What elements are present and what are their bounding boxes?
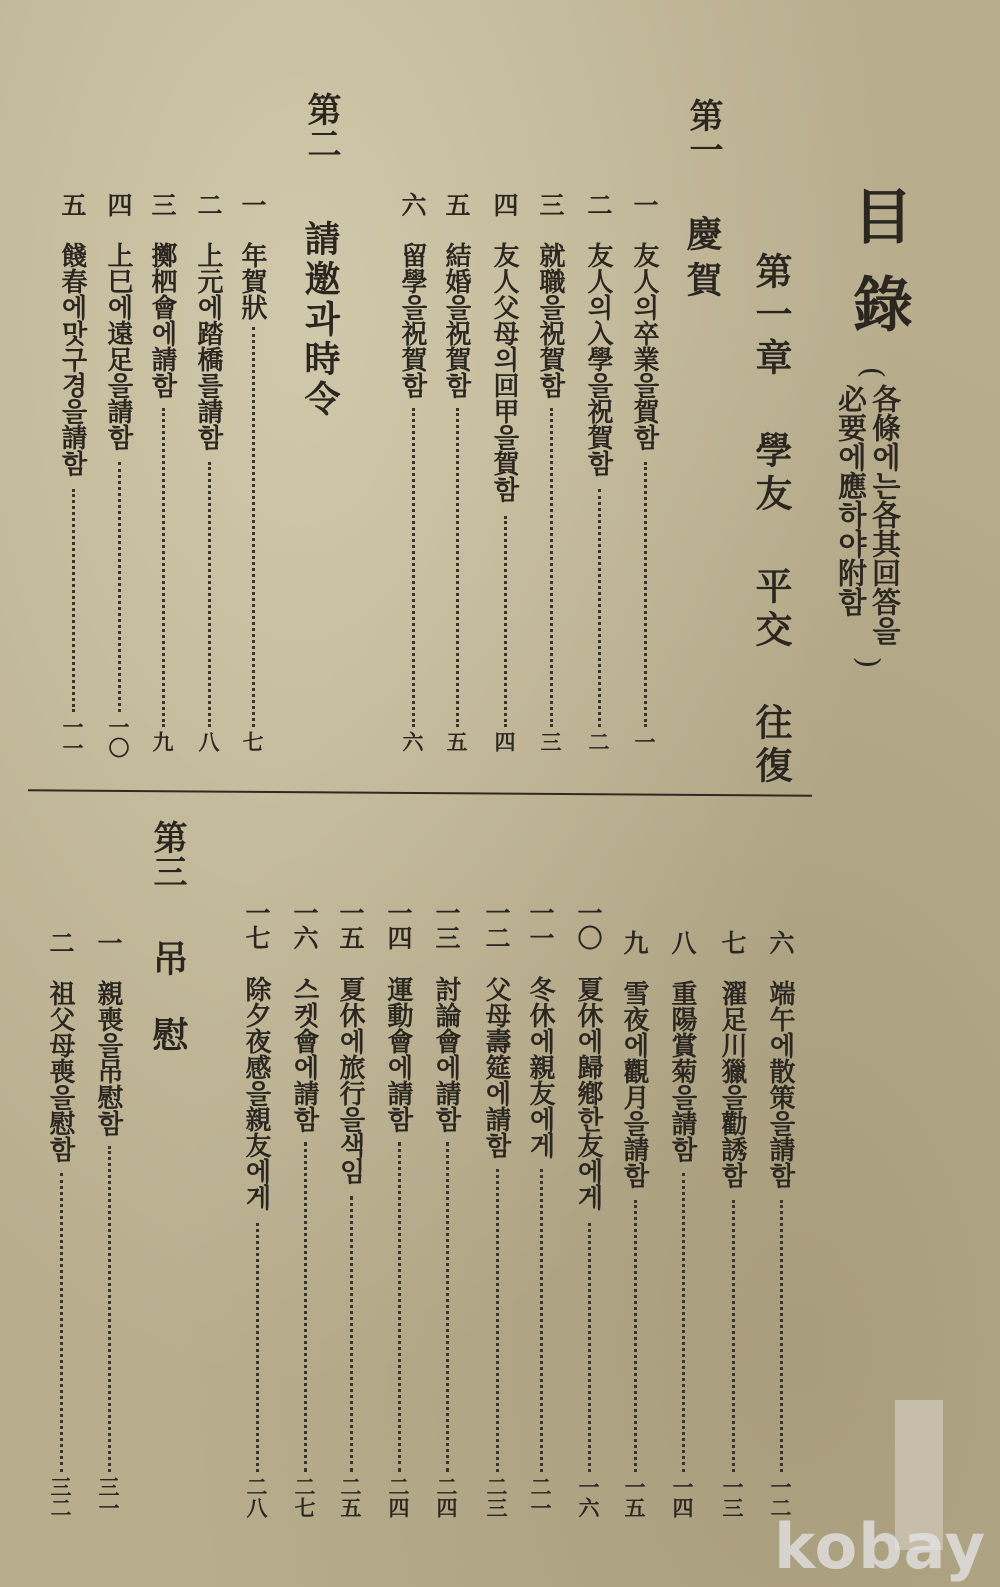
section-3-name: 吊慰 (147, 940, 189, 1092)
entry-page-number: 一四 (670, 1476, 695, 1518)
note-line-1: 各條에는各其回答을 (868, 384, 902, 645)
entry-page-number: 二七 (292, 1476, 317, 1518)
entry-title: 父母壽筵에請함 (481, 976, 511, 1158)
entry-page-number: 四 (492, 731, 517, 752)
page-divider (28, 789, 812, 796)
section-1-name: 慶賀 (681, 215, 723, 307)
note-line-2: 必要에應하야附함 (834, 384, 868, 616)
entry-page-number: 八 (196, 731, 221, 752)
leader-dots (208, 462, 211, 727)
entry-title: 親喪을吊慰함 (93, 980, 123, 1136)
entry-number: 二 (194, 192, 223, 217)
entry-title: 就職을祝賀함 (535, 242, 565, 398)
section-1-number: 第一 (683, 98, 723, 166)
entry-title: 運動會에請함 (383, 976, 413, 1132)
entry-page-number: 一二 (768, 1476, 793, 1518)
entry-number: 一五 (336, 900, 365, 950)
leader-dots (504, 516, 507, 727)
entry-number: 一一 (526, 900, 555, 950)
leader-dots (732, 1200, 735, 1472)
entry-page-number: 三一 (96, 1476, 121, 1518)
entry-number: 五 (58, 192, 87, 217)
chapter-heading: 第一章 學友 平交 往復 (749, 252, 793, 789)
entry-page-number: 七 (240, 731, 265, 752)
entry-page-number: 一三 (720, 1476, 745, 1518)
entry-number: 四 (490, 192, 519, 217)
entry-page-number: 一五 (622, 1476, 647, 1518)
entry-title: 除夕夜感을親友에게 (241, 976, 271, 1210)
entry-number: 六 (398, 192, 427, 217)
entry-title: 討論會에請함 (431, 976, 461, 1132)
entry-number: 一 (94, 930, 123, 955)
entry-title: 留學을祝賀함 (397, 242, 427, 398)
leader-dots (588, 1223, 591, 1472)
entry-page-number: 三 (538, 731, 563, 752)
entry-page-number: 二四 (434, 1476, 459, 1518)
entry-title: 夏休에歸鄕한友에게 (573, 976, 603, 1210)
entry-number: 一四 (384, 900, 413, 950)
entry-number: 五 (442, 192, 471, 217)
entry-number: 四 (104, 192, 133, 217)
entry-page-number: 五 (444, 731, 469, 752)
entry-page-number: 一 (632, 731, 657, 752)
leader-dots (60, 1173, 63, 1472)
entry-number: 六 (766, 930, 795, 955)
entry-number: 一 (630, 192, 659, 217)
entry-title: 友人의卒業을賀함 (629, 242, 659, 450)
entry-title: 重陽賞菊을請함 (667, 980, 697, 1162)
entry-title: 擲柶會에請함 (147, 242, 177, 398)
leader-dots (412, 408, 415, 727)
leader-dots (634, 1200, 637, 1472)
entry-title: 夏休에旅行을색임 (335, 976, 365, 1184)
entry-title: 祖父母喪을慰함 (45, 980, 75, 1162)
leader-dots (446, 1142, 449, 1472)
entry-title: 友人父母의回甲을賀함 (489, 242, 519, 502)
entry-number: 一七 (242, 900, 271, 950)
section-3-number: 第三 (147, 820, 187, 888)
entry-title: 冬休에親友에게 (525, 976, 555, 1158)
leader-dots (72, 489, 75, 712)
entry-number: 一三 (432, 900, 461, 950)
entry-page-number: 一〇 (106, 716, 131, 758)
leader-dots (644, 462, 647, 727)
leader-dots (456, 408, 459, 727)
entry-title: 濯足川獵을勸誘함 (717, 980, 747, 1188)
entry-number: 三 (148, 192, 177, 217)
leader-dots (398, 1142, 401, 1472)
leader-dots (540, 1169, 543, 1472)
entry-page-number: 三二 (48, 1476, 73, 1518)
entry-number: 七 (718, 930, 747, 955)
leader-dots (550, 408, 553, 727)
entry-number: 一二 (482, 900, 511, 950)
section-2-number: 第二 (301, 92, 341, 160)
entry-page-number: 二八 (244, 1476, 269, 1518)
leader-dots (350, 1196, 353, 1472)
entry-title: 스켓會에請함 (289, 976, 319, 1132)
section-2-name: 請邀과時令 (299, 220, 341, 420)
leader-dots (108, 1146, 111, 1472)
entry-title: 上元에踏橋를請함 (193, 242, 223, 450)
entry-number: 三 (536, 192, 565, 217)
entry-title: 友人의入學을祝賀함 (583, 242, 613, 476)
leader-dots (598, 489, 601, 727)
entry-title: 雪夜에觀月을請함 (619, 980, 649, 1188)
entry-page-number: 九 (150, 731, 175, 752)
entry-page-number: 二五 (338, 1476, 363, 1518)
leader-dots (256, 1223, 259, 1472)
entry-number: 一 (238, 192, 267, 217)
leader-dots (162, 408, 165, 727)
entry-title: 結婚을祝賀함 (441, 242, 471, 398)
entry-page-number: 二四 (386, 1476, 411, 1518)
entry-page-number: 二 (586, 731, 611, 752)
note-open-paren: ( (854, 366, 890, 379)
entry-number: 一六 (290, 900, 319, 950)
leader-dots (780, 1200, 783, 1472)
toc-title: 目錄 (843, 185, 913, 361)
entry-page-number: 二一 (528, 1476, 553, 1518)
leader-dots (304, 1142, 307, 1472)
entry-number: 一〇 (574, 900, 603, 950)
leader-dots (252, 327, 255, 727)
entry-page-number: 一一 (60, 716, 85, 758)
entry-title: 年賀狀 (237, 242, 267, 320)
leader-dots (496, 1169, 499, 1472)
entry-title: 端午에散策을請함 (765, 980, 795, 1188)
entry-number: 九 (620, 930, 649, 955)
entry-number: 二 (584, 192, 613, 217)
entry-title: 餞春에맛구경을請함 (57, 242, 87, 476)
note-close-paren: ) (850, 656, 886, 669)
watermark-logo: kobay (774, 1510, 986, 1583)
leader-dots (682, 1173, 685, 1472)
entry-page-number: 一六 (576, 1476, 601, 1518)
leader-dots (118, 462, 121, 712)
entry-page-number: 二三 (484, 1476, 509, 1518)
entry-title: 上巳에遠足을請함 (103, 242, 133, 450)
entry-number: 八 (668, 930, 697, 955)
entry-number: 二 (46, 930, 75, 955)
entry-page-number: 六 (400, 731, 425, 752)
